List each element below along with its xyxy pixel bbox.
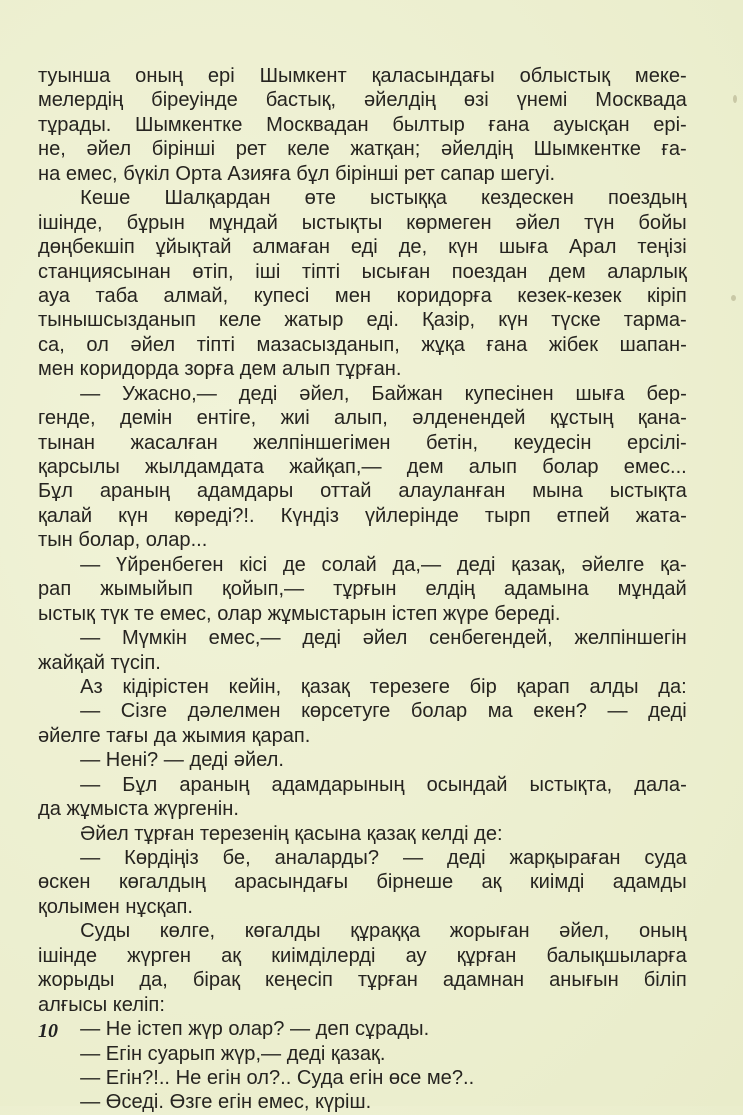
text-line: тын болар, олар... xyxy=(38,528,208,552)
text-line: қалай күн көреді?!. Күндіз үйлерінде тырп етпей жата- xyxy=(38,503,687,527)
text-line: — Егін суарып жүр,— деді қазақ. xyxy=(80,1041,386,1065)
page-number: 10 xyxy=(38,1020,58,1042)
text-line: генде, демін ентіге, жиі алып, әлденендей құстың қана- xyxy=(38,406,687,430)
text-line: дөңбекшіп ұйықтай алмаған еді де, күн шыға Арал теңізі xyxy=(38,235,687,259)
text-line: мелердің біреуінде бастық, әйелдің өзі үнемі Москвада xyxy=(38,88,687,112)
text-line: туынша оның ері Шымкент қаласындағы облыстық меке- xyxy=(38,64,687,87)
text-line: — Нені? — деді әйел. xyxy=(80,748,284,772)
text-line: әйелге тағы да жымия қарап. xyxy=(38,723,311,747)
text-line: қарсылы жылдамдата жайқап,— дем алып болар емес... xyxy=(38,455,687,478)
text-line: жайқай түсіп. xyxy=(38,650,161,674)
text-line: рап жымыйып қойып,— тұрғын елдің адамына мұндай xyxy=(38,577,687,601)
text-line: — Көрдіңіз бе, аналарды? — деді жарқыраған суда xyxy=(80,846,687,869)
text-line: тынышсызданып келе жатыр еді. Қазір, күн түске тарма- xyxy=(38,308,687,332)
scan-speck xyxy=(731,295,736,301)
text-line: — Ужасно,— деді әйел, Байжан купесінен шыға бер- xyxy=(80,381,687,405)
text-line: тұрады. Шымкентке Москвадан былтыр ғана ауысқан ері- xyxy=(38,112,687,136)
scan-speck xyxy=(733,95,737,103)
text-line: — Не істеп жүр олар? — деп сұрады. xyxy=(80,1017,430,1041)
text-line: Суды көлге, көгалды құраққа жорыған әйел, оның xyxy=(80,919,687,943)
text-line: Әйел тұрған терезенің қасына қазақ келді де: xyxy=(80,821,503,845)
text-line: алғысы келіп: xyxy=(38,992,165,1016)
text-line: да жұмыста жүргенін. xyxy=(38,797,239,821)
text-line: өскен көгалдың арасындағы бірнеше ақ киімді адамды xyxy=(38,870,687,894)
text-line: қолымен нұсқап. xyxy=(38,894,193,918)
text-line: — Мүмкін емес,— деді әйел сенбегендей, желпіншегін xyxy=(80,626,687,650)
text-line: станциясынан өтіп, іші тіпті ысыған поездан дем аларлық xyxy=(38,259,687,283)
text-line: Кеше Шалқардан өте ыстыққа кездескен поездың xyxy=(80,186,687,210)
text-line: жорыды да, бірақ кеңесіп тұрған адамнан анығын біліп xyxy=(38,968,687,992)
text-line: — Үйренбеген кісі де солай да,— деді қазақ, әйелге қа- xyxy=(80,552,687,576)
text-line: на емес, бүкіл Орта Азияға бұл бірінші рет сапар шегуі. xyxy=(38,161,556,185)
page-body xyxy=(38,64,700,1115)
text-line: ауа таба алмай, купесі мен коридорға кезек-кезек кіріп xyxy=(38,283,687,307)
text-line: — Егін?!.. Не егін ол?.. Суда егін өсе ме?.. xyxy=(80,1065,475,1089)
text-line: мен коридорда зорға дем алып тұрған. xyxy=(38,357,402,381)
text-line: — Өседі. Өзге егін емес, күріш. xyxy=(80,1090,372,1114)
text-line: не, әйел бірінші рет келе жатқан; әйелдің Шымкентке ға- xyxy=(38,137,687,161)
text-line: Бұл араның адамдары оттай алауланған мына ыстықта xyxy=(38,479,687,503)
text-line: са, ол әйел тіпті мазасызданып, жұқа ғана жібек шапан- xyxy=(38,332,687,356)
text-line: ыстық түк те емес, олар жұмыстарын істеп жүре береді. xyxy=(38,601,561,625)
text-line: ішінде жүрген ақ киімділерді ау құрған балықшыларға xyxy=(38,943,687,967)
text-line: — Сізге дәлелмен көрсетуге болар ма екен? — деді xyxy=(80,699,687,723)
text-line: ішінде, бұрын мұндай ыстықты көрмеген әйел түн бойы xyxy=(38,210,687,234)
text-line: тынан жасалған желпіншегімен бетін, кеудесін ерсілі- xyxy=(38,430,687,454)
text-line: Аз кідірістен кейін, қазақ терезеге бір қарап алды да: xyxy=(80,674,687,698)
text-line: — Бұл араның адамдарының осындай ыстықта, дала- xyxy=(80,772,687,796)
